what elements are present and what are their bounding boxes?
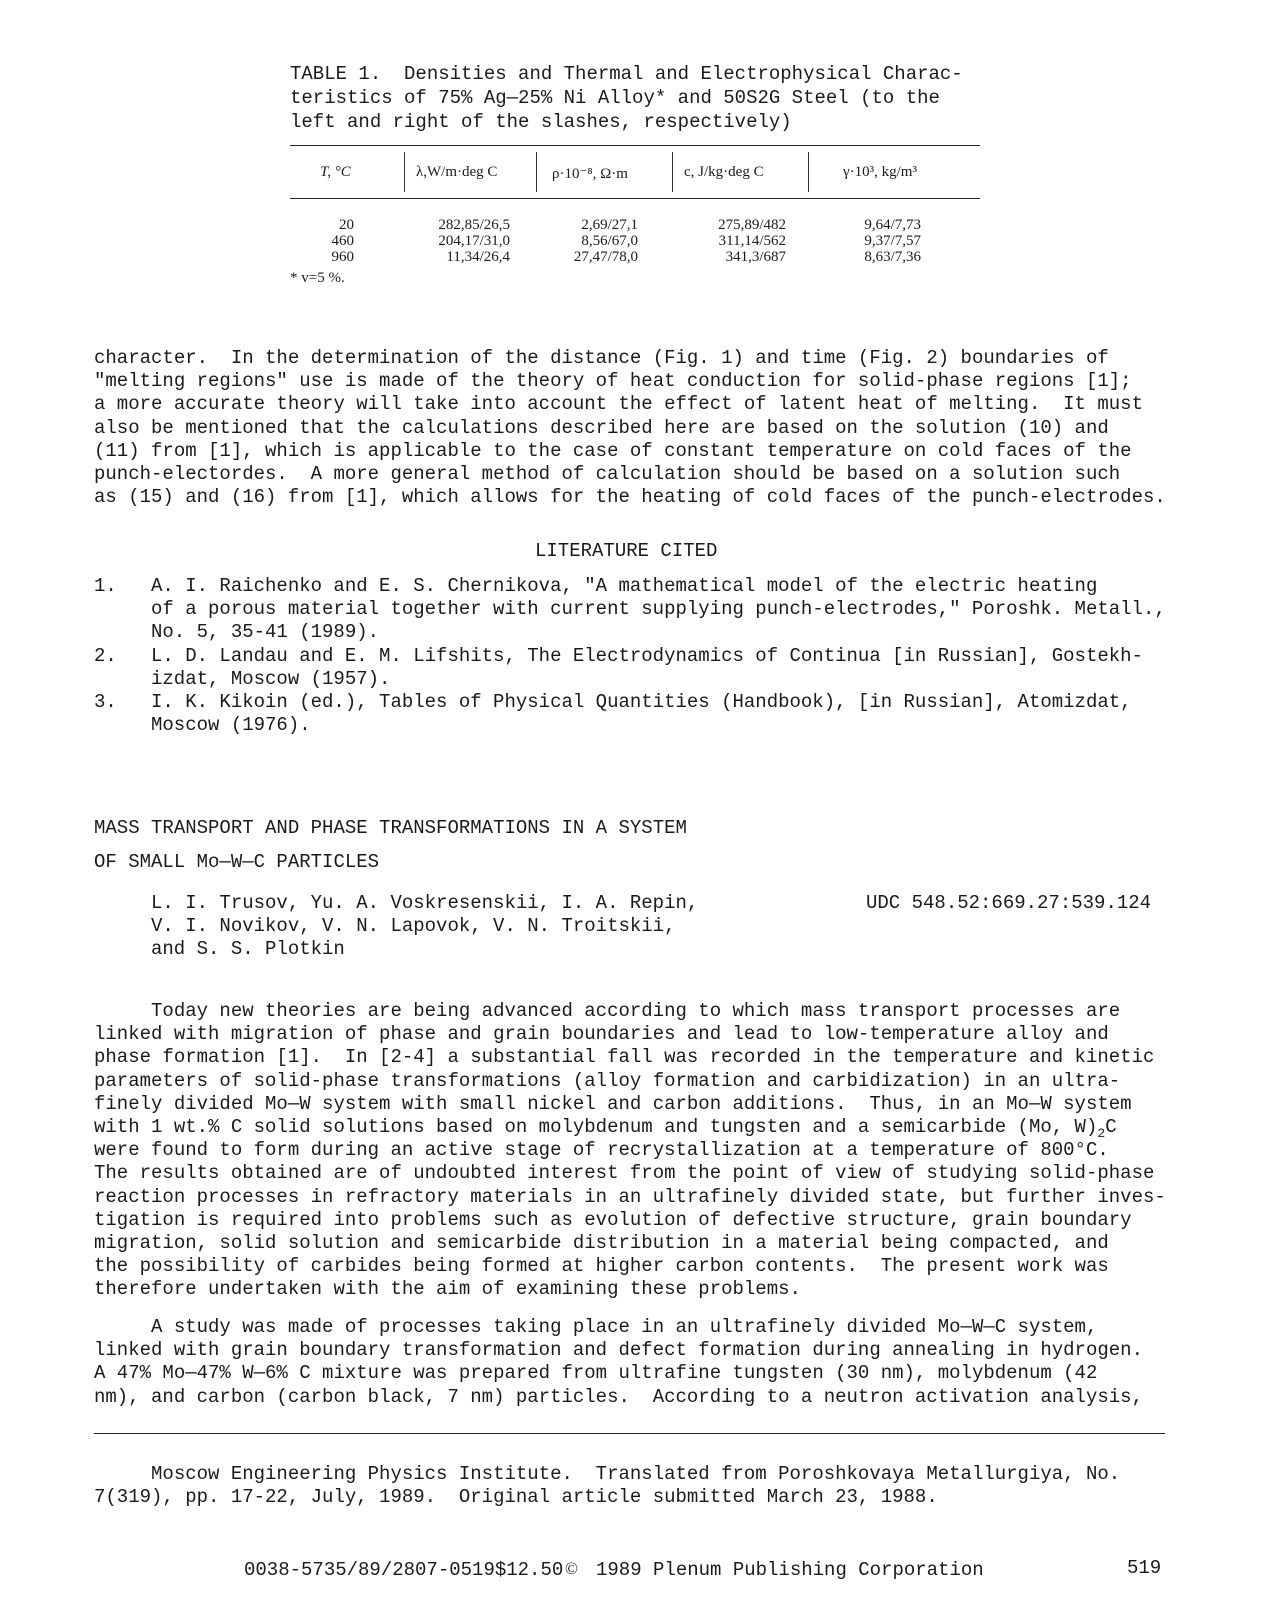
header-lambda: λ,W/m·deg C: [416, 164, 498, 180]
text-line: punch-electordes. A more general method of calculation should be based on a solution such: [94, 463, 1121, 486]
table-cell: 275,89/482: [718, 217, 786, 233]
table-cell: 341,3/687: [725, 249, 786, 265]
column-lambda: [415, 217, 510, 265]
column-divider: [536, 152, 537, 192]
reference-number: 3.: [94, 691, 117, 714]
affiliation-note: [94, 1463, 1120, 1509]
text-span: with 1 wt.% C solid solutions based on molybdenum and tungsten and a semicarbide (Mo, W): [94, 1116, 1098, 1139]
body-paragraph: [94, 1000, 1166, 1302]
text-line: Today new theories are being advanced according to which mass transport processes are: [94, 1000, 1121, 1022]
table-cell: 460: [331, 233, 354, 249]
footnote-rule: [94, 1433, 1165, 1434]
text-line: linked with grain boundary transformation and defect formation during annealing in hydrogen.: [94, 1339, 1143, 1362]
table-cell: 11,34/26,4: [446, 249, 510, 265]
column-temperature: [328, 217, 354, 265]
reference-item: [94, 645, 1166, 691]
article-title: [94, 811, 687, 879]
subscript: 2: [1097, 1125, 1106, 1141]
text-line: "melting regions" use is made of the theory of heat conduction for solid-phase regions [1];: [94, 370, 1132, 393]
data-table: [290, 145, 980, 265]
column-divider: [672, 152, 673, 192]
table-cell: 8,56/67,0: [581, 233, 638, 249]
table-cell: 9,64/7,73: [864, 217, 921, 233]
reference-item: [94, 691, 1166, 737]
column-heat-capacity: [700, 217, 786, 265]
text-line: linked with migration of phase and grain boundaries and lead to low-temperature alloy and: [94, 1023, 1109, 1046]
text-line: a more accurate theory will take into account the effect of latent heat of melting. It must: [94, 393, 1143, 416]
reference-list: [94, 575, 1166, 737]
table-cell: 311,14/562: [718, 233, 786, 249]
table-cell: 960: [331, 249, 354, 265]
text-line: parameters of solid-phase transformations (alloy formation and carbidization) in an ultra-: [94, 1069, 1121, 1092]
table-cell: 204,17/31,0: [438, 233, 510, 249]
text-line: reaction processes in refractory materials in an ultrafinely divided state, but further inves-: [94, 1185, 1166, 1208]
text-line: izdat, Moscow (1957).: [151, 667, 391, 690]
column-divider: [404, 152, 405, 192]
text-line: phase formation [1]. In [2-4] a substantial fall was recorded in the temperature and kinetic: [94, 1046, 1155, 1069]
copyright-icon: ©: [565, 1559, 578, 1578]
author-line: L. I. Trusov, Yu. A. Voskresenskii, I. A. Repin,: [151, 892, 699, 914]
text-line: (11) from [1], which is applicable to the case of constant temperature on cold faces of the: [94, 439, 1132, 462]
table-caption: [290, 62, 963, 134]
header-rho: ρ·10⁻⁸, Ω·m: [552, 166, 628, 182]
text-line: of a porous material together with current supplying punch-electrodes," Poroshk. Metall.,: [151, 598, 1166, 621]
text-line: tigation is required into problems such as evolution of defective structure, grain boundary: [94, 1208, 1132, 1231]
header-heat-capacity: c, J/kg·deg C: [684, 164, 764, 180]
publisher-line: 1989 Plenum Publishing Corporation: [596, 1559, 984, 1581]
table-cell: 27,47/78,0: [573, 249, 638, 265]
text-line: nm), and carbon (carbon black, 7 nm) particles. According to a neutron activation analysis,: [94, 1385, 1143, 1408]
section-heading: LITERATURE CITED: [535, 540, 718, 562]
body-paragraph: [94, 347, 1166, 509]
text-line: [94, 1116, 1166, 1139]
column-density: [845, 217, 921, 265]
header-density: γ·10³, kg/m³: [843, 164, 917, 180]
table-header-row: [290, 146, 980, 204]
text-line: The results obtained are of undoubted interest from the point of view of studying solid-phase: [94, 1162, 1155, 1185]
text-line: character. In the determination of the distance (Fig. 1) and time (Fig. 2) boundaries of: [94, 347, 1109, 369]
caption-line: teristics of 75% Ag—25% Ni Alloy* and 50S2G Steel (to the: [290, 87, 940, 109]
text-span: C: [1105, 1116, 1117, 1139]
author-line: V. I. Novikov, V. N. Lapovok, V. N. Troitskii,: [151, 915, 676, 938]
text-line: 7(319), pp. 17-22, July, 1989. Original article submitted March 23, 1988.: [94, 1486, 938, 1509]
text-line: Moscow Engineering Physics Institute. Translated from Poroshkovaya Metallurgiya, No.: [94, 1463, 1121, 1485]
page-number: 519: [1127, 1557, 1162, 1579]
text-line: finely divided Mo—W system with small nickel and carbon additions. Thus, in an Mo—W system: [94, 1092, 1132, 1115]
table-cell: 282,85/26,5: [438, 217, 510, 233]
body-paragraph: [94, 1316, 1143, 1409]
text-line: A. I. Raichenko and E. S. Chernikova, "A mathematical model of the electric heating: [151, 575, 1098, 597]
text-line: Moscow (1976).: [151, 714, 311, 737]
text-line: A study was made of processes taking place in an ultrafinely divided Mo—W—C system,: [94, 1316, 1098, 1338]
column-divider: [808, 152, 809, 192]
article-code: 0038-5735/89/2807-0519$12.50: [244, 1559, 564, 1581]
table-footnote: * v=5 %.: [290, 270, 345, 286]
caption-line: left and right of the slashes, respectively): [290, 111, 792, 133]
table-cell: 9,37/7,57: [864, 233, 921, 249]
text-line: No. 5, 35-41 (1989).: [151, 621, 380, 644]
udc-code: UDC 548.52:669.27:539.124: [866, 892, 1152, 914]
text-line: the possibility of carbides being formed at higher carbon contents. The present work was: [94, 1255, 1109, 1278]
author-line: and S. S. Plotkin: [151, 938, 345, 961]
text-line: I. K. Kikoin (ed.), Tables of Physical Quantities (Handbook), [in Russian], Atomizdat,: [151, 691, 1132, 714]
text-line: L. D. Landau and E. M. Lifshits, The Electrodynamics of Continua [in Russian], Gostekh-: [151, 644, 1143, 667]
reference-item: [94, 575, 1166, 645]
text-line: were found to form during an active stage of recrystallization at a temperature of 800°C.: [94, 1139, 1109, 1162]
title-line: OF SMALL Mo—W—C PARTICLES: [94, 851, 380, 873]
title-line: MASS TRANSPORT AND PHASE TRANSFORMATIONS IN A SYSTEM: [94, 817, 687, 839]
author-list: [151, 892, 698, 962]
table-cell: 20: [339, 217, 354, 233]
text-line: migration, solid solution and semicarbide distribution in a material being compacted, and: [94, 1232, 1109, 1255]
reference-number: 1.: [94, 575, 117, 597]
text-line: also be mentioned that the calculations described here are based on the solution (10) and: [94, 416, 1109, 439]
table-cell: 2,69/27,1: [581, 217, 638, 233]
reference-number: 2.: [94, 644, 117, 667]
text-line: as (15) and (16) from [1], which allows for the heating of cold faces of the punch-electrodes.: [94, 486, 1166, 509]
text-line: therefore undertaken with the aim of examining these problems.: [94, 1278, 801, 1301]
caption-line: TABLE 1. Densities and Thermal and Electrophysical Charac-: [290, 63, 963, 85]
table-cell: 8,63/7,36: [864, 249, 921, 265]
column-rho: [552, 217, 638, 265]
header-temperature: T, °C: [320, 164, 351, 180]
text-line: A 47% Mo—47% W—6% C mixture was prepared from ultrafine tungsten (30 nm), molybdenum (42: [94, 1362, 1098, 1385]
